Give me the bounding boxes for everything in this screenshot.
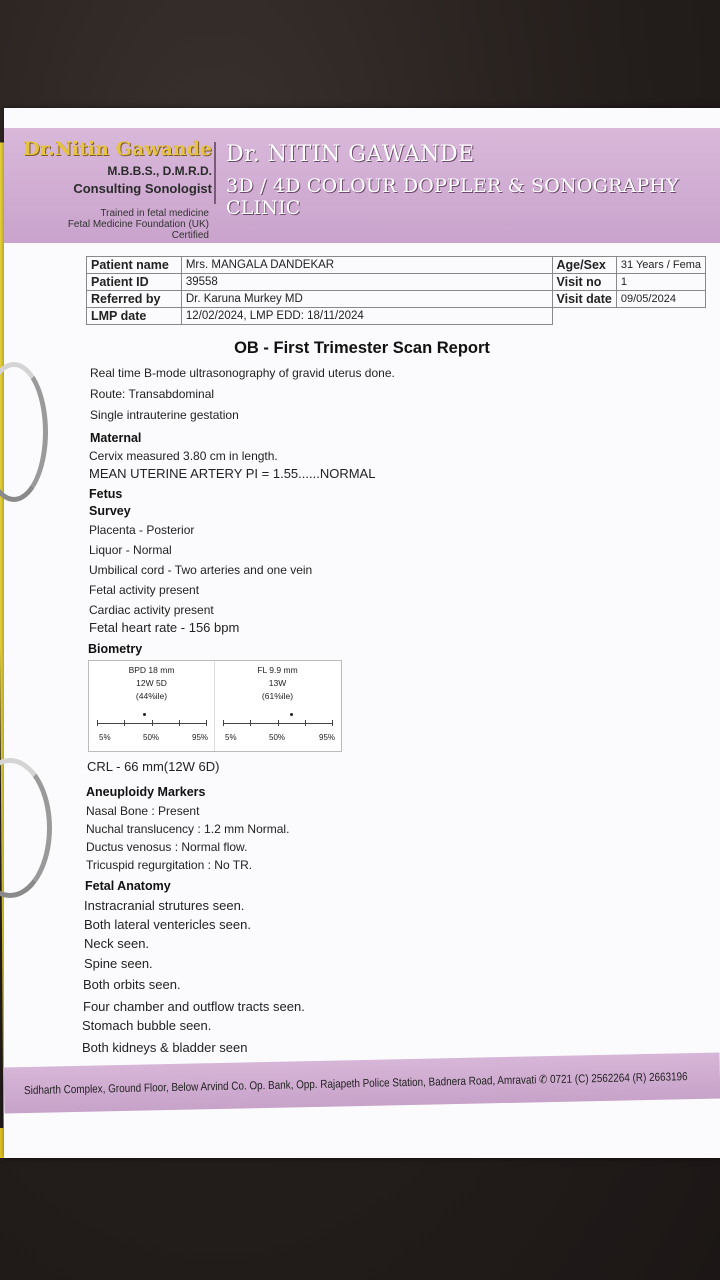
header-divider: [214, 142, 216, 204]
report-line: Spine seen.: [84, 956, 153, 971]
centile-marker: [143, 713, 146, 716]
report-line: Both lateral ventericles seen.: [84, 917, 251, 932]
lmp-label: LMP date: [87, 308, 182, 325]
age-sex: 31 Years / Fema: [616, 257, 705, 274]
bpd-measure: BPD 18 mm: [128, 665, 175, 675]
report-line: Both kidneys & bladder seen: [82, 1040, 248, 1055]
report-line: MEAN UTERINE ARTERY PI = 1.55......NORMAL: [89, 466, 376, 481]
patient-info-table: [86, 256, 706, 325]
report-line: Instracranial strutures seen.: [84, 898, 245, 913]
letterhead: [4, 128, 720, 243]
training-note: Trained in fetal medicine Fetal Medicine Foundation (UK) Certified: [67, 208, 209, 241]
clinic-address: Sidharth Complex, Ground Floor, Below Arvind Co. Op. Bank, Opp. Rajapeth Police Station, Badnera Road, Amravati ✆ 0721 (C) 2562264 (R) 2663196: [23, 1071, 688, 1098]
report-line: Neck seen.: [84, 936, 150, 951]
clinic-name: 3D / 4D COLOUR DOPPLER & SONOGRAPHY CLINIC: [226, 175, 679, 219]
centile-marker: [290, 713, 293, 716]
report-title: OB - First Trimester Scan Report: [234, 339, 490, 357]
patient-name-label: Patient name: [87, 257, 182, 274]
lmp-date: 12/02/2024, LMP EDD: 18/11/2024: [181, 308, 552, 325]
visit-date: 09/05/2024: [616, 291, 705, 308]
section-heading: Fetal Anatomy: [85, 879, 171, 893]
table-row: [87, 257, 706, 274]
doctor-role: Consulting Sonologist: [73, 181, 212, 196]
table-row: [87, 308, 706, 325]
p5-label: 5%: [99, 733, 111, 742]
section-heading: Aneuploidy Markers: [86, 785, 206, 799]
footer-band: [4, 1053, 720, 1114]
centile-scale: [223, 723, 333, 724]
section-heading: Fetus: [89, 487, 123, 501]
age-sex-label: Age/Sex: [552, 257, 616, 274]
qualifications: M.B.B.S., D.M.R.D.: [107, 164, 212, 178]
report-line: Nuchal translucency : 1.2 mm Normal.: [86, 822, 290, 836]
doctor-credentials: [12, 138, 212, 196]
referred-by-label: Referred by: [87, 291, 182, 308]
report-line: Tricuspid regurgitation : No TR.: [86, 858, 253, 872]
fl-centile: (61%ile): [261, 691, 294, 701]
report-line: Cardiac activity present: [89, 603, 214, 617]
report-line: Fetal heart rate - 156 bpm: [89, 620, 240, 635]
report-line: Ductus venosus : Normal flow.: [86, 840, 248, 854]
fl-measure: FL 9.9 mm: [257, 665, 298, 675]
doctor-logo-name: Dr.Nitin Gawande: [23, 138, 212, 160]
visit-no-label: Visit no: [552, 274, 616, 291]
bpd-ga: 12W 5D: [136, 678, 167, 688]
report-line: Stomach bubble seen.: [82, 1018, 212, 1033]
table-row: [87, 274, 706, 291]
report-line: Single intrauterine gestation: [90, 408, 239, 422]
p95-label: 95%: [192, 733, 209, 742]
report-line: Fetal activity present: [89, 583, 200, 597]
patient-id-label: Patient ID: [87, 274, 182, 291]
clinic-title: [226, 142, 716, 219]
centile-scale: [97, 723, 207, 724]
report-line: Real time B-mode ultrasonography of gravid uterus done.: [90, 366, 395, 380]
report-line: Four chamber and outflow tracts seen.: [83, 999, 305, 1014]
fl-ga: 13W: [268, 678, 287, 688]
referred-by: Dr. Karuna Murkey MD: [181, 291, 552, 308]
report-page: [4, 108, 720, 1158]
section-heading: Survey: [89, 504, 131, 518]
section-heading: Maternal: [90, 431, 142, 445]
report-line: Liquor - Normal: [89, 543, 172, 557]
patient-id: 39558: [181, 274, 552, 291]
report-line: Both orbits seen.: [83, 977, 181, 992]
biometry-table: [88, 660, 342, 752]
p50-label: 50%: [269, 733, 286, 742]
report-line: Cervix measured 3.80 cm in length.: [89, 449, 278, 463]
p95-label: 95%: [319, 733, 336, 742]
report-line: Umbilical cord - Two arteries and one vein: [89, 563, 313, 577]
table-row: [87, 291, 706, 308]
report-line: CRL - 66 mm(12W 6D): [87, 759, 220, 774]
report-line: Nasal Bone : Present: [86, 804, 200, 818]
visit-date-label: Visit date: [552, 291, 616, 308]
bpd-centile: (44%ile): [135, 691, 168, 701]
visit-no: 1: [616, 274, 705, 291]
section-heading: Biometry: [88, 642, 143, 656]
report-line: Route: Transabdominal: [90, 387, 215, 401]
patient-name: Mrs. MANGALA DANDEKAR: [181, 257, 552, 274]
biometry-cell-bpd: [89, 661, 215, 751]
report-line: Placenta - Posterior: [89, 523, 195, 537]
p50-label: 50%: [143, 733, 160, 742]
p5-label: 5%: [225, 733, 237, 742]
clinic-doctor-name: Dr. NITIN GAWANDE: [226, 142, 475, 167]
biometry-cell-fl: [215, 661, 340, 751]
